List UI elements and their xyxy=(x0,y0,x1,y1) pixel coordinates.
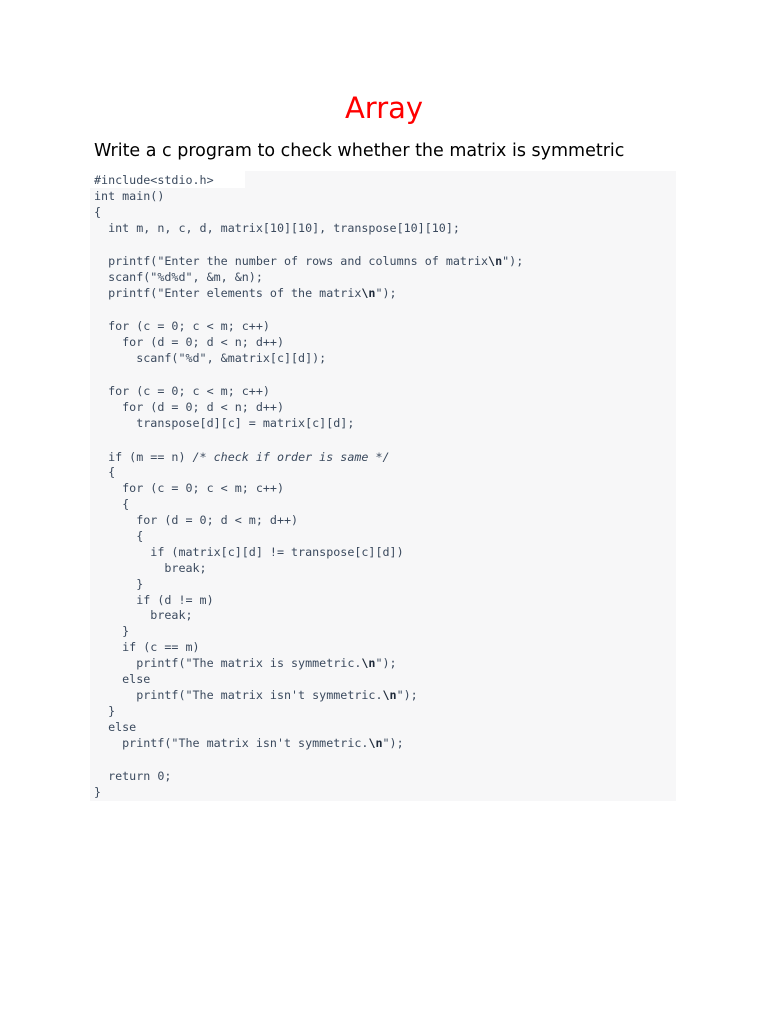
code-line: int main() xyxy=(94,188,165,203)
code-line: for (c = 0; c < m; c++) xyxy=(94,384,270,399)
code-line: int m, n, c, d, matrix[10][10], transpose[10][10]; xyxy=(94,220,460,235)
code-line: break; xyxy=(94,608,193,623)
code-line: for (c = 0; c < m; c++) xyxy=(94,481,284,496)
code-line: if (matrix[c][d] != transpose[c][d]) xyxy=(94,544,404,559)
code-line: break; xyxy=(94,560,207,575)
code-line: return 0; xyxy=(94,769,172,783)
code-blank-line xyxy=(94,367,523,385)
code-line: if (c == m) xyxy=(94,640,200,655)
code-blank-line xyxy=(94,432,523,450)
code-line: } xyxy=(94,576,144,591)
code-line: for (c = 0; c < m; c++) xyxy=(94,319,270,334)
code-line: transpose[d][c] = matrix[c][d]; xyxy=(94,416,355,431)
code-line: printf("The matrix isn't symmetric.\n"); xyxy=(94,687,418,702)
code-line: } xyxy=(94,703,116,718)
code-line: printf("The matrix is symmetric.\n"); xyxy=(94,656,397,671)
code-line: printf("The matrix isn't symmetric.\n"); xyxy=(94,735,404,750)
code-line: { xyxy=(94,529,144,544)
code-line: for (d = 0; d < m; d++) xyxy=(94,513,299,528)
code-line: printf("Enter elements of the matrix\n"); xyxy=(94,285,397,300)
code-line: } xyxy=(94,784,102,799)
code-line: #include<stdio.h> xyxy=(94,173,214,187)
code-line: else xyxy=(94,672,151,687)
code-line: printf("Enter the number of rows and columns of matrix\n"); xyxy=(94,254,524,269)
code-line: } xyxy=(94,624,130,639)
code-line: if (d != m) xyxy=(94,592,214,607)
question-text: Write a c program to check whether the matrix is symmetric xyxy=(94,141,625,161)
code-line: for (d = 0; d < n; d++) xyxy=(94,400,284,415)
code-line: scanf("%d", &matrix[c][d]); xyxy=(94,351,327,366)
code-line: else xyxy=(94,719,137,734)
page-title: Array xyxy=(344,91,424,125)
code-blank-line xyxy=(94,237,523,255)
code-line: if (m == n) /* check if order is same */ xyxy=(94,449,390,464)
code-line: { xyxy=(94,204,102,219)
code-blank-line xyxy=(94,752,523,770)
code-line: { xyxy=(94,465,116,480)
code-line: scanf("%d%d", &m, &n); xyxy=(94,269,263,284)
code-line: { xyxy=(94,497,130,512)
code-listing xyxy=(94,173,523,801)
code-line: for (d = 0; d < n; d++) xyxy=(94,335,284,350)
code-block xyxy=(90,171,676,801)
code-blank-line xyxy=(94,302,523,320)
